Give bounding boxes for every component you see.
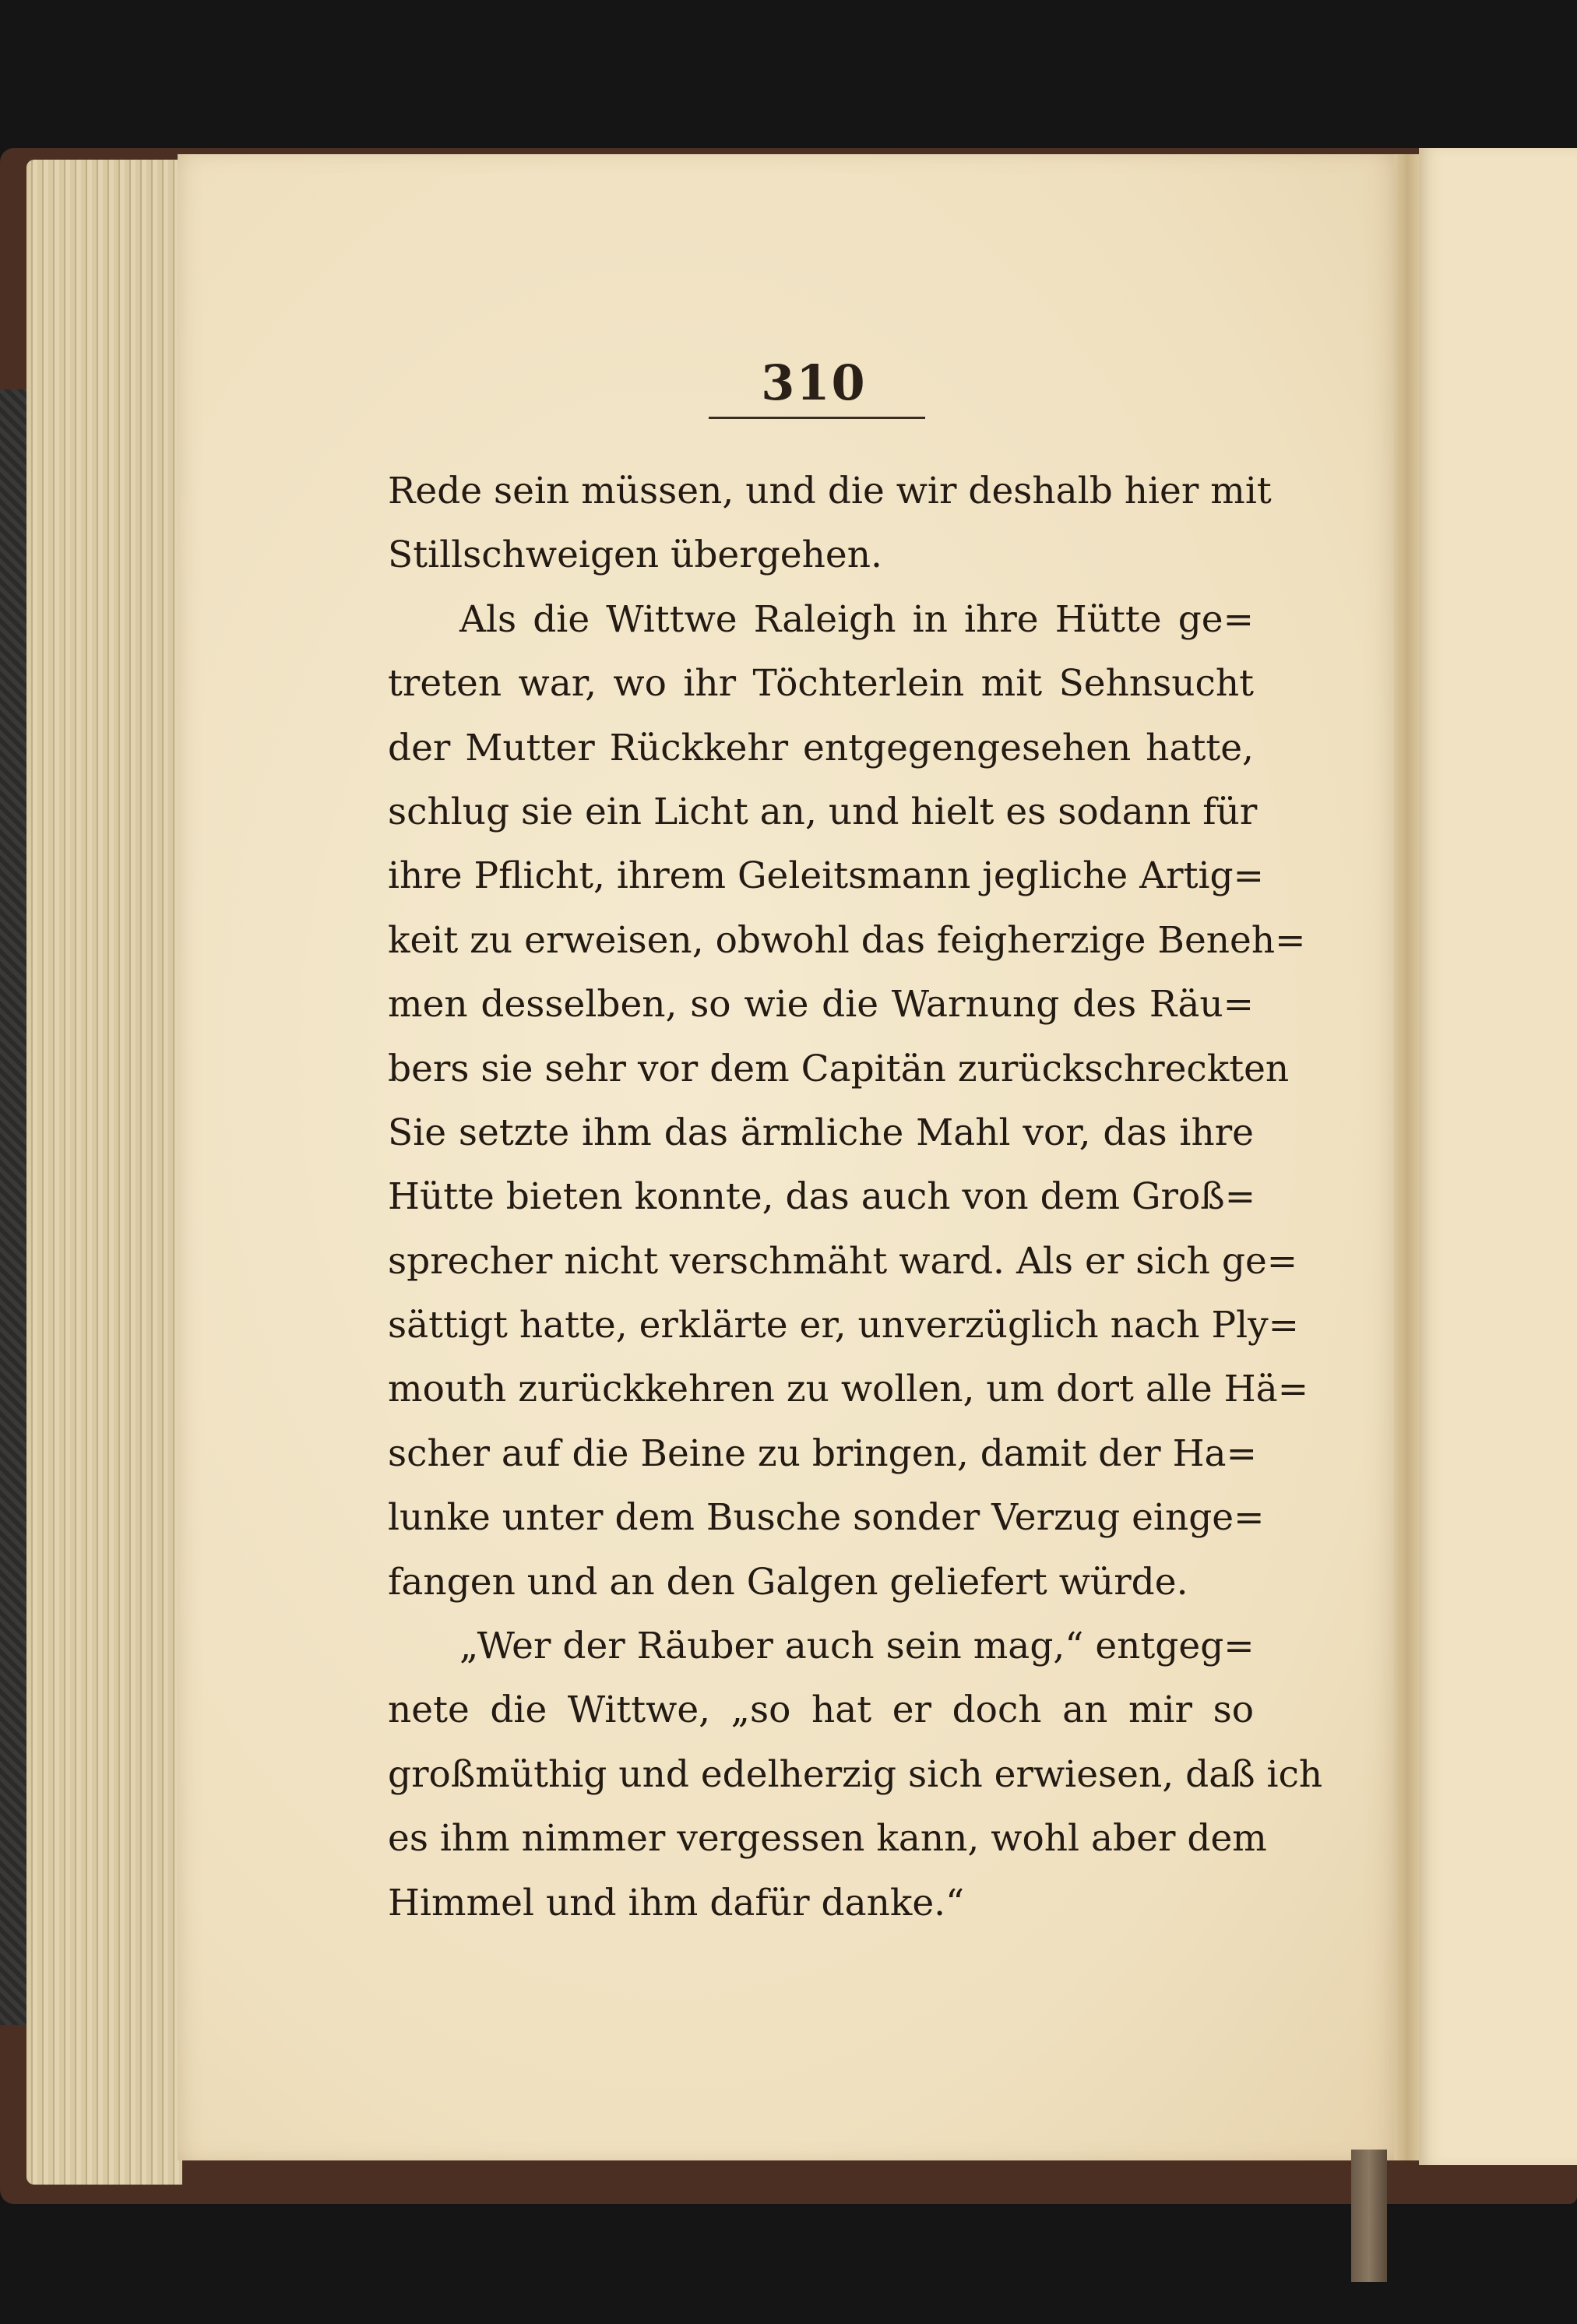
page-stack-edges xyxy=(26,160,182,2185)
text-line: sättigt hatte, erklärte er, unverzüglich nach Ply= xyxy=(388,1304,1300,1347)
page-number: 310 xyxy=(761,354,867,411)
text-line: schlug sie ein Licht an, und hielt es sodann für xyxy=(388,790,1258,833)
text-line: „Wer der Räuber auch sein mag,“ entgeg= xyxy=(459,1625,1255,1668)
text-line: mouth zurückkehren zu wollen, um dort alle Hä= xyxy=(388,1368,1309,1411)
text-line: Hütte bieten konnte, das auch von dem Groß= xyxy=(388,1175,1256,1219)
facing-page xyxy=(1419,148,1577,2165)
text-line: keit zu erweisen, obwohl das feigherzige Beneh= xyxy=(388,918,1306,962)
page-text xyxy=(388,460,1323,1935)
text-line: lunke unter dem Busche sonder Verzug einge= xyxy=(388,1496,1265,1540)
text-line: sprecher nicht verschmäht ward. Als er sich ge= xyxy=(388,1239,1298,1283)
text-line: Himmel und ihm dafür danke.“ xyxy=(388,1881,965,1924)
text-line: men desselben, so wie die Warnung des Räu= xyxy=(388,983,1254,1026)
text-line: ihre Pflicht, ihrem Geleitsmann jegliche Artig= xyxy=(388,854,1264,898)
text-line: es ihm nimmer vergessen kann, wohl aber dem xyxy=(388,1817,1267,1861)
ribbon-bookmark xyxy=(1351,2150,1387,2282)
page-gutter xyxy=(1394,154,1420,2160)
text-line: treten war, wo ihr Töchterlein mit Sehnsucht xyxy=(388,662,1254,706)
text-line: scher auf die Beine zu bringen, damit der Ha= xyxy=(388,1431,1257,1475)
text-line: bers sie sehr vor dem Capitän zurückschreckten xyxy=(388,1047,1290,1090)
text-line: fangen und an den Galgen geliefert würde. xyxy=(388,1560,1188,1604)
text-line: nete die Wittwe, „so hat er doch an mir so xyxy=(388,1688,1254,1732)
text-line: großmüthig und edelherzig sich erwiesen, daß ich xyxy=(388,1752,1323,1796)
text-line: der Mutter Rückkehr entgegengesehen hatte, xyxy=(388,726,1254,769)
text-line: Stillschweigen übergehen. xyxy=(388,533,882,577)
text-line: Als die Wittwe Raleigh in ihre Hütte ge= xyxy=(459,597,1254,641)
text-line: Rede sein müssen, und die wir deshalb hier mit xyxy=(388,470,1272,512)
page-number-rule xyxy=(709,417,925,419)
text-line: Sie setzte ihm das ärmliche Mahl vor, das ihre xyxy=(388,1111,1254,1154)
